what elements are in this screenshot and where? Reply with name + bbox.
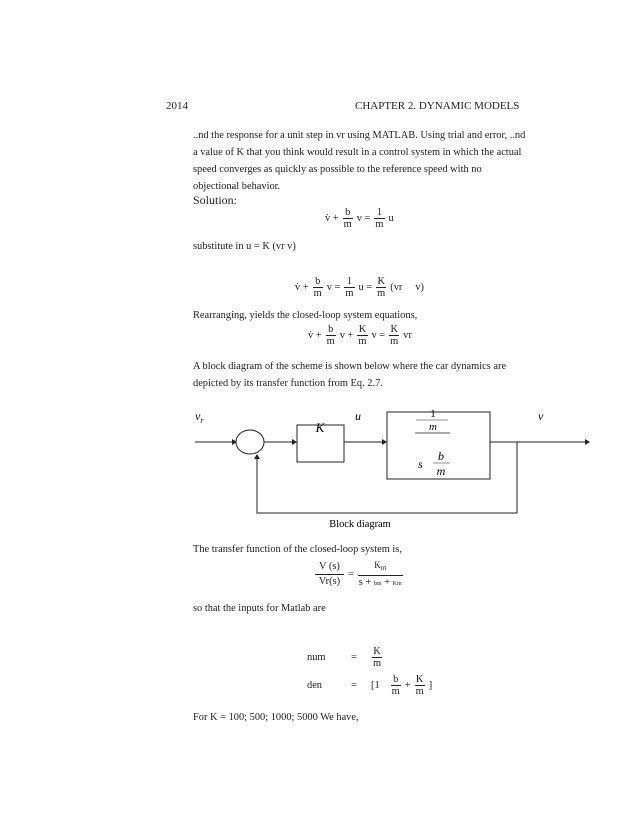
matlab-den-equals: = [351,680,357,691]
matlab-num-row [307,646,383,669]
matlab-den-label: den [307,680,323,691]
matlab-den-fraction-K-m: $\frac{K}{m}$ [415,674,424,697]
transfer-function-equation [314,558,404,591]
intro-paragraph: ..nd the response for a unit step in vr using MATLAB. Using trial and error, ..nd a value of K that you think would result in a control system in which the actual speed converges as quickly as possible to the reference speed with no objectional behavior. [193,130,526,192]
tf-s: s [418,457,423,471]
eq1-fraction-b-m: $\frac{b}{m}$ [343,207,352,230]
footer-text: For K = 100; 500; 1000; 5000 We have, [193,712,359,723]
chapter-title: CHAPTER 2. DYNAMIC MODELS [355,100,520,112]
tf-b: b [438,449,444,463]
summing-junction [236,430,264,454]
equation-1 [325,207,394,230]
block-diagram-paragraph: A block diagram of the scheme is shown below where the car dynamics are depicted by its transfer function from Eq. 2.7. [193,361,507,389]
eq1-lhs: v̇ + [325,213,339,224]
eq2-u: u = [358,282,373,293]
tf-numerator: 1 [430,408,436,420]
tf-rhs-fraction: $\frac{K_m}{s + bm + Km}$ [358,560,402,588]
eq3-v: v + [339,330,354,341]
page-number: 2014 [166,100,188,112]
matlab-num-label: num [307,652,326,663]
eq3-fraction-K-m: $\frac{K}{m}$ [358,324,367,347]
matlab-text: so that the inputs for Matlab are [193,603,326,614]
rearrange-text: Rearranging, yields the closed-loop system equations, [193,310,418,321]
equation-2 [295,276,424,299]
eq2-v: v = [326,282,341,293]
matlab-den-row [307,674,432,697]
gain-label: K [315,420,325,435]
eq3-v2: v = [371,330,386,341]
eq3-fraction-b-m: $\frac{b}{m}$ [326,324,335,347]
matlab-num-fraction: $\frac{K}{m}$ [373,646,382,669]
output-label: v [538,409,544,423]
matlab-den-open: [1 [371,680,380,691]
eq1-v: v = [356,213,371,224]
tf-m: m [436,464,446,478]
matlab-den-plus: + [404,680,411,691]
eq2-tail: (vr v) [390,282,425,293]
eq3-fraction-K2-m: $\frac{K}{m}$ [390,324,399,347]
diagram-caption: Block diagram [329,519,391,530]
substitute-text: substitute in u = K (vr v) [193,241,296,252]
signal-label: u [355,409,361,423]
solution-heading: Solution: [193,193,238,207]
eq1-u: u [388,213,394,224]
matlab-num-equals: = [351,652,357,663]
input-label: $v_r$ [195,409,204,425]
transfer-function-text: The transfer function of the closed-loop system is, [193,544,402,555]
tf-numerator-den: m [429,421,437,433]
eq3-tail: vr [403,330,412,341]
matlab-den-fraction-b-m: $\frac{b}{m}$ [391,674,400,697]
eq2-fraction-b-m: $\frac{b}{m}$ [313,276,322,299]
eq2-fraction-1-m: $\frac{1}{m}$ [345,276,354,299]
eq2-lhs: v̇ + [295,282,309,293]
matlab-den-close: ] [428,680,433,691]
tf-lhs-fraction: $\frac{V (s)}{Vr(s)}$ [315,560,344,589]
equation-3 [308,324,412,347]
eq3-lhs: v̇ + [308,330,322,341]
tf-equals: = [347,569,354,580]
eq1-fraction-1-m: $\frac{1}{m}$ [375,207,384,230]
eq2-fraction-K-m: $\frac{K}{m}$ [377,276,386,299]
block-diagram [180,400,600,540]
